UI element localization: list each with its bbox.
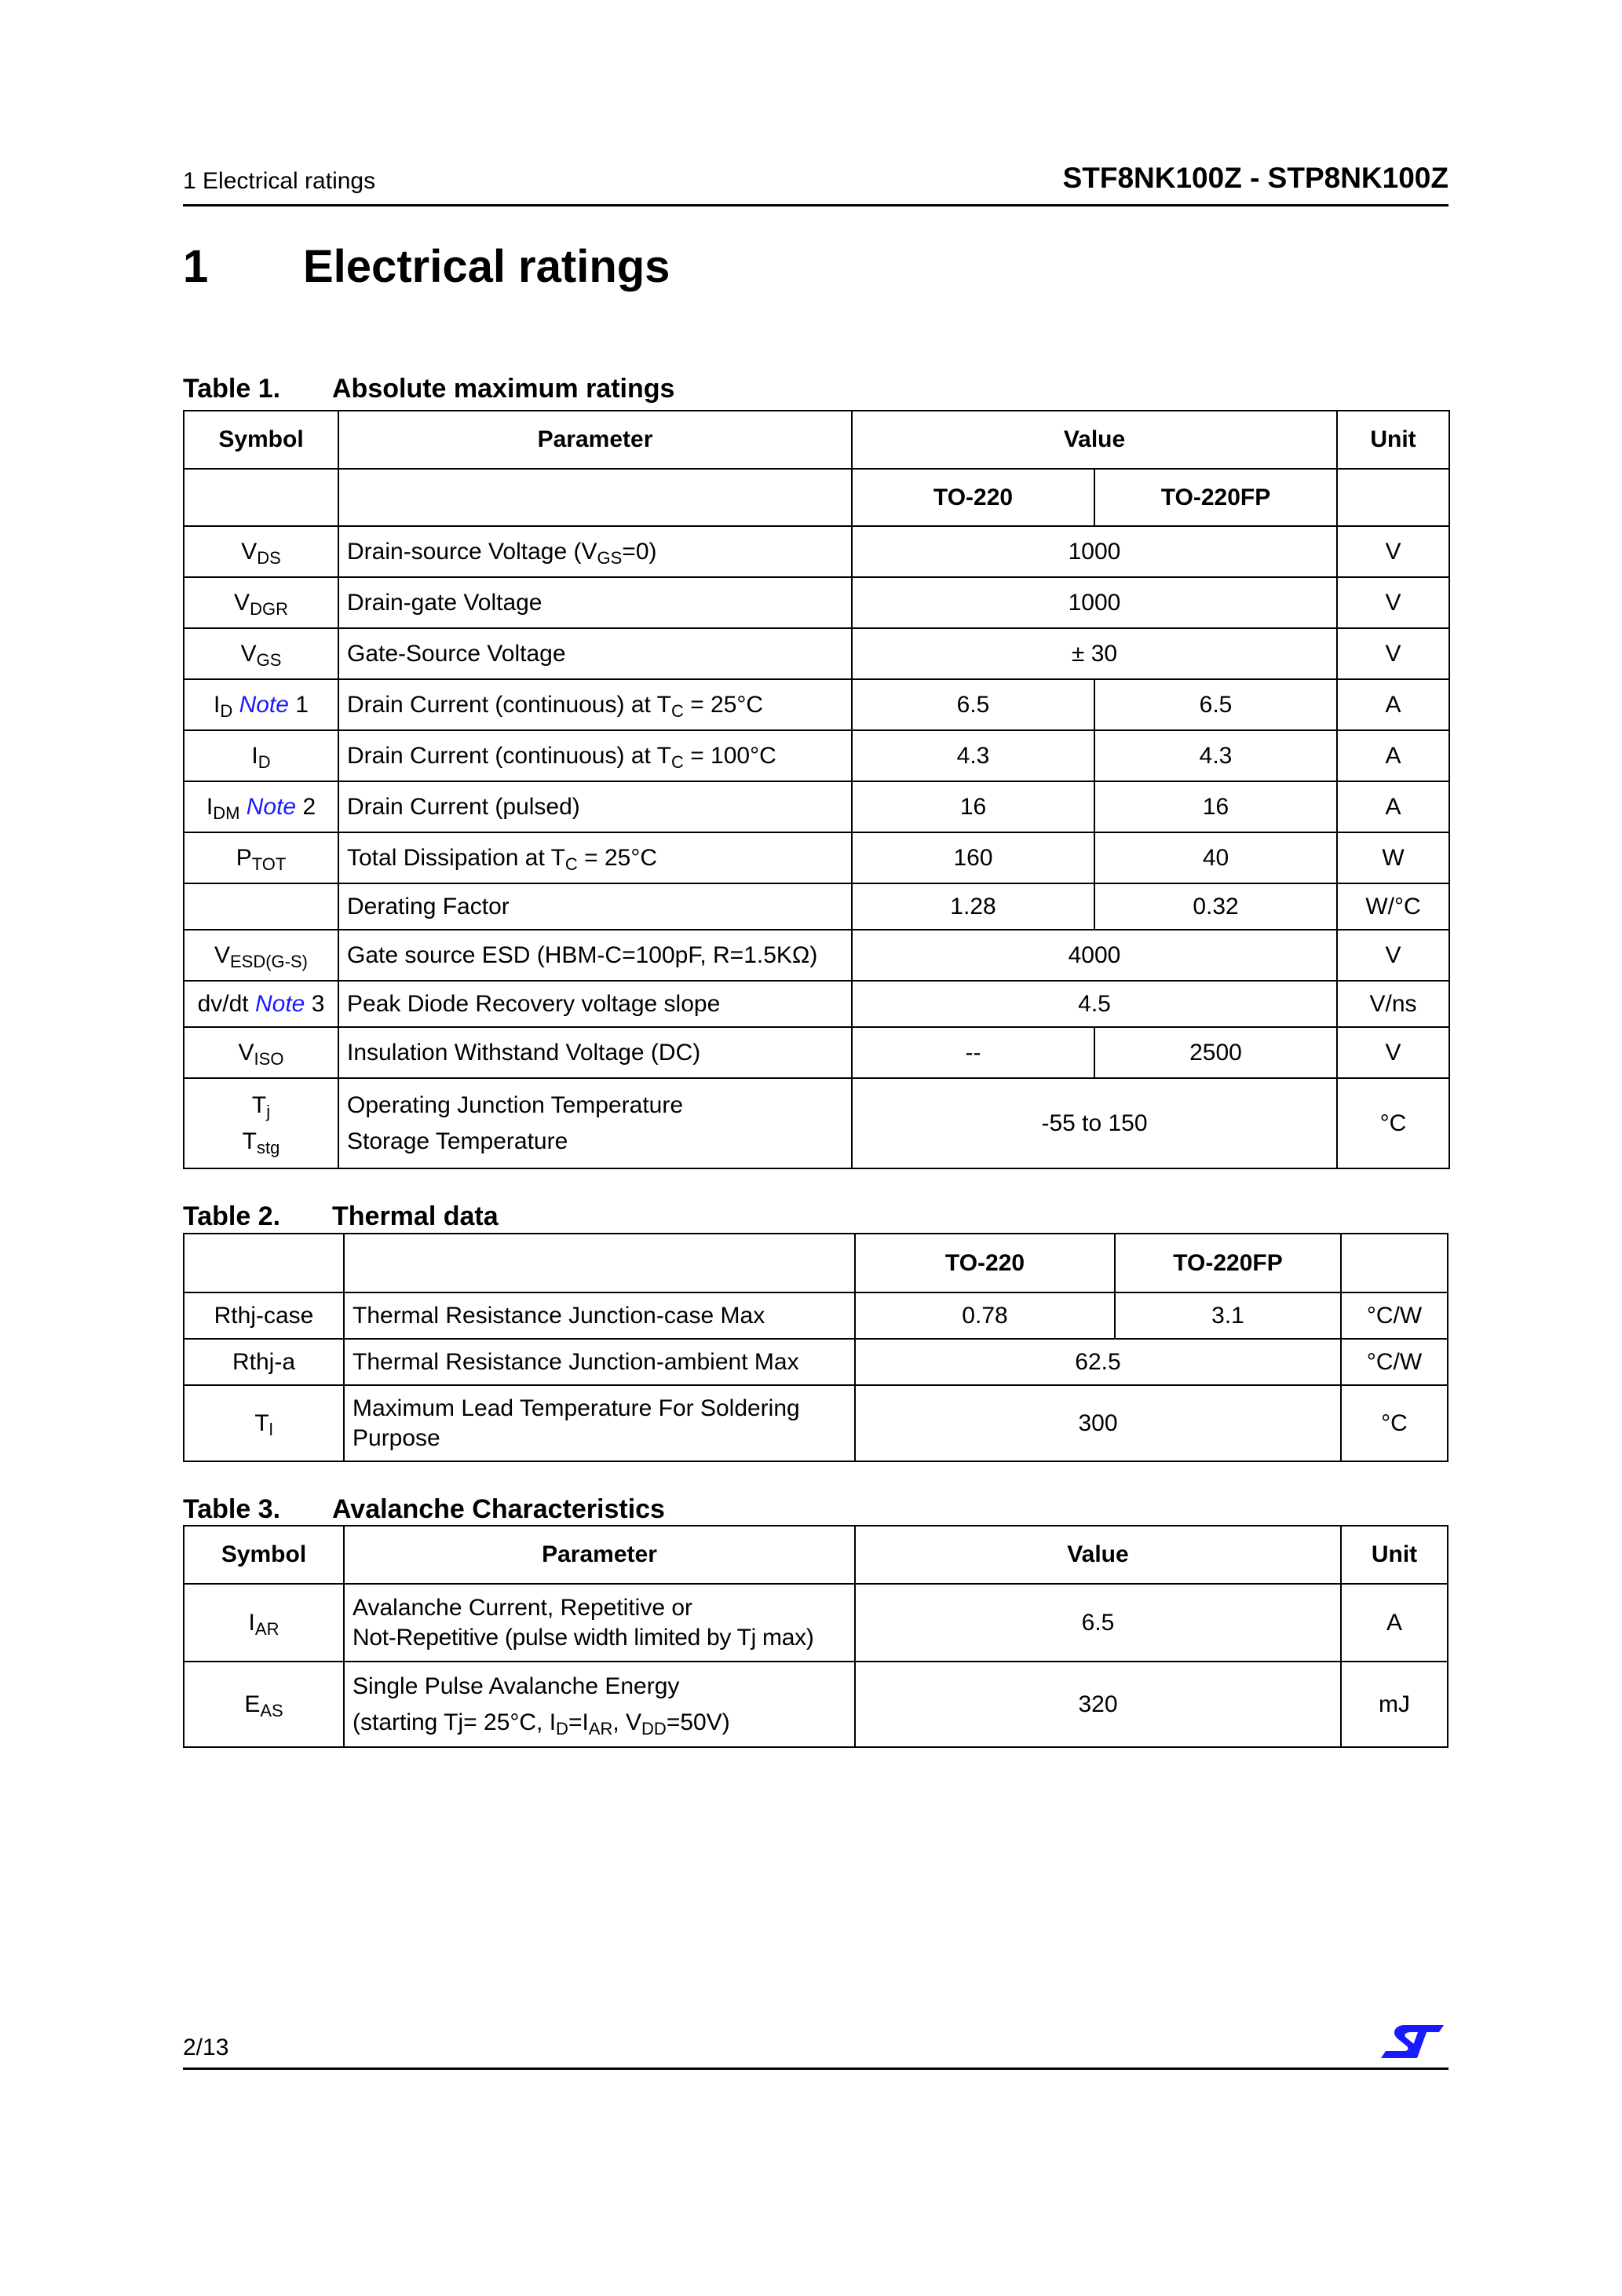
- parameter-cell: Drain Current (pulsed): [338, 781, 852, 832]
- table-row: [184, 930, 1449, 981]
- unit-cell: A: [1337, 730, 1449, 781]
- table2-title: Thermal data: [332, 1201, 499, 1231]
- subheader-to220: TO-220: [855, 1234, 1115, 1292]
- table-row: [184, 1078, 1449, 1168]
- unit-cell: V: [1337, 628, 1449, 679]
- symbol-cell: $T_j$ $T_{stg}$: [184, 1078, 338, 1168]
- value-to220fp-cell: 0.32: [1094, 883, 1337, 930]
- parameter-cell: Thermal Resistance Junction-case Max: [344, 1292, 855, 1339]
- symbol-cell: $I_D$: [184, 730, 338, 781]
- table-row: [184, 781, 1449, 832]
- subheader-to220: TO-220: [852, 469, 1094, 526]
- parameter-cell: Peak Diode Recovery voltage slope: [338, 981, 852, 1027]
- section-number: 1: [183, 241, 209, 292]
- table-header-row: [184, 1526, 1448, 1584]
- value-to220-cell: --: [852, 1027, 1094, 1078]
- unit-cell: V: [1337, 577, 1449, 628]
- unit-cell: W: [1337, 832, 1449, 883]
- parameter-cell: Drain Current (continuous) at $T_C = 25^\circ C$: [338, 679, 852, 730]
- header-unit: Unit: [1341, 1526, 1448, 1584]
- table-row: [184, 526, 1449, 577]
- table-subheader-row: [184, 469, 1449, 526]
- avalanche-characteristics-table: [183, 1525, 1448, 1748]
- table3-label: Table 3.: [183, 1494, 281, 1524]
- table1-label: Table 1.: [183, 374, 281, 404]
- table-row: [184, 981, 1449, 1027]
- symbol-cell: [184, 883, 338, 930]
- header-symbol: Symbol: [184, 411, 338, 469]
- header-unit: Unit: [1337, 411, 1449, 469]
- symbol-cell: $V_{ESD(G-S)}$: [184, 930, 338, 981]
- symbol-cell: $I_D$ Note 1: [184, 679, 338, 730]
- parameter-cell: Thermal Resistance Junction-ambient Max: [344, 1339, 855, 1385]
- parameter-cell: Gate-Source Voltage: [338, 628, 852, 679]
- st-logo-icon: [1379, 2024, 1445, 2060]
- unit-cell: °C/W: [1341, 1339, 1448, 1385]
- unit-cell: V: [1337, 526, 1449, 577]
- table-row: [184, 730, 1449, 781]
- value-cell: ± 30: [852, 628, 1337, 679]
- value-cell: 320: [855, 1662, 1341, 1747]
- table2-caption: [183, 1201, 499, 1232]
- parameter-cell: Drain Current (continuous) at $T_C = 100^\circ C$: [338, 730, 852, 781]
- parameter-cell: Operating Junction Temperature Storage Temperature: [338, 1078, 852, 1168]
- value-to220-cell: 0.78: [855, 1292, 1115, 1339]
- value-to220-cell: 1.28: [852, 883, 1094, 930]
- subheader-to220fp: TO-220FP: [1115, 1234, 1341, 1292]
- note-link[interactable]: Note: [239, 691, 289, 718]
- value-cell: 4000: [852, 930, 1337, 981]
- table-row: [184, 1385, 1448, 1461]
- unit-cell: °C: [1341, 1385, 1448, 1461]
- value-to220-cell: 160: [852, 832, 1094, 883]
- header-symbol: Symbol: [184, 1526, 344, 1584]
- symbol-cell: $V_{GS}$: [184, 628, 338, 679]
- table-row: [184, 679, 1449, 730]
- table1-caption: [183, 374, 674, 404]
- parameter-cell: Insulation Withstand Voltage (DC): [338, 1027, 852, 1078]
- value-to220fp-cell: 6.5: [1094, 679, 1337, 730]
- value-cell: -55 to 150: [852, 1078, 1337, 1168]
- table1-title: Absolute maximum ratings: [332, 374, 675, 404]
- symbol-cell: $I_{AR}$: [184, 1584, 344, 1662]
- table3-title: Avalanche Characteristics: [332, 1494, 665, 1524]
- section-heading: Electrical ratings: [303, 241, 670, 292]
- value-cell: 6.5: [855, 1584, 1341, 1662]
- table-row: [184, 1339, 1448, 1385]
- parameter-cell: Derating Factor: [338, 883, 852, 930]
- symbol-cell: $T_l$: [184, 1385, 344, 1461]
- unit-cell: V/ns: [1337, 981, 1449, 1027]
- table-row: [184, 883, 1449, 930]
- symbol-cell: $V_{DGR}$: [184, 577, 338, 628]
- unit-cell: °C: [1337, 1078, 1449, 1168]
- value-to220fp-cell: 40: [1094, 832, 1337, 883]
- parameter-cell: Drain-source Voltage $(V_{GS}=0)$: [338, 526, 852, 577]
- note-link[interactable]: Note: [246, 793, 297, 820]
- unit-cell: mJ: [1341, 1662, 1448, 1747]
- value-cell: 1000: [852, 577, 1337, 628]
- value-to220-cell: 4.3: [852, 730, 1094, 781]
- parameter-cell: Total Dissipation at $T_C = 25^\circ C$: [338, 832, 852, 883]
- note-link[interactable]: Note: [254, 990, 305, 1017]
- table-row: [184, 832, 1449, 883]
- page-footer: [183, 2026, 1448, 2070]
- page-number: 2/13: [183, 2035, 229, 2060]
- unit-cell: A: [1341, 1584, 1448, 1662]
- value-cell: 300: [855, 1385, 1341, 1461]
- table-row: [184, 1027, 1449, 1078]
- header-value: Value: [855, 1526, 1341, 1584]
- symbol-cell: $E_{AS}$: [184, 1662, 344, 1747]
- section-title: [183, 240, 670, 293]
- absolute-maximum-ratings-table: [183, 410, 1450, 1169]
- symbol-cell: $P_{TOT}$: [184, 832, 338, 883]
- parameter-cell: Gate source ESD (HBM-C=100pF, R=1.5KΩ): [338, 930, 852, 981]
- value-cell: 1000: [852, 526, 1337, 577]
- value-to220-cell: 6.5: [852, 679, 1094, 730]
- table-row: [184, 577, 1449, 628]
- header-section: 1 Electrical ratings: [183, 168, 376, 194]
- table-row: [184, 1662, 1448, 1747]
- table-row: [184, 1292, 1448, 1339]
- symbol-cell: Rthj-case: [184, 1292, 344, 1339]
- value-to220fp-cell: 2500: [1094, 1027, 1337, 1078]
- value-cell: 4.5: [852, 981, 1337, 1027]
- parameter-cell: Single Pulse Avalanche Energy (starting Tj= 25°C, $I_D=I_{AR}$, $V_{DD}=50V$): [344, 1662, 855, 1747]
- header-parameter: Parameter: [338, 411, 852, 469]
- page-header: [183, 163, 1448, 207]
- unit-cell: V: [1337, 1027, 1449, 1078]
- parameter-cell: Drain-gate Voltage: [338, 577, 852, 628]
- unit-cell: A: [1337, 781, 1449, 832]
- unit-cell: A: [1337, 679, 1449, 730]
- parameter-cell: Maximum Lead Temperature For Soldering Purpose: [344, 1385, 855, 1461]
- table-row: [184, 1584, 1448, 1662]
- parameter-cell: Avalanche Current, Repetitive or Not-Repetitive (pulse width limited by Tj max): [344, 1584, 855, 1662]
- thermal-data-table: [183, 1233, 1448, 1462]
- unit-cell: °C/W: [1341, 1292, 1448, 1339]
- table-subheader-row: [184, 1234, 1448, 1292]
- value-to220fp-cell: 4.3: [1094, 730, 1337, 781]
- symbol-cell: $I_{DM}$ Note 2: [184, 781, 338, 832]
- header-value: Value: [852, 411, 1337, 469]
- symbol-cell: dv/dt Note 3: [184, 981, 338, 1027]
- symbol-cell: Rthj-a: [184, 1339, 344, 1385]
- symbol-cell: $V_{ISO}$: [184, 1027, 338, 1078]
- table-row: [184, 628, 1449, 679]
- table-header-row: [184, 411, 1449, 469]
- table3-caption: [183, 1494, 665, 1525]
- value-to220-cell: 16: [852, 781, 1094, 832]
- unit-cell: V: [1337, 930, 1449, 981]
- table2-label: Table 2.: [183, 1201, 281, 1231]
- header-parameter: Parameter: [344, 1526, 855, 1584]
- header-part-numbers: STF8NK100Z - STP8NK100Z: [1062, 162, 1448, 194]
- value-to220fp-cell: 3.1: [1115, 1292, 1341, 1339]
- value-cell: 62.5: [855, 1339, 1341, 1385]
- unit-cell: W/°C: [1337, 883, 1449, 930]
- subheader-to220fp: TO-220FP: [1094, 469, 1337, 526]
- symbol-cell: $V_{DS}$: [184, 526, 338, 577]
- value-to220fp-cell: 16: [1094, 781, 1337, 832]
